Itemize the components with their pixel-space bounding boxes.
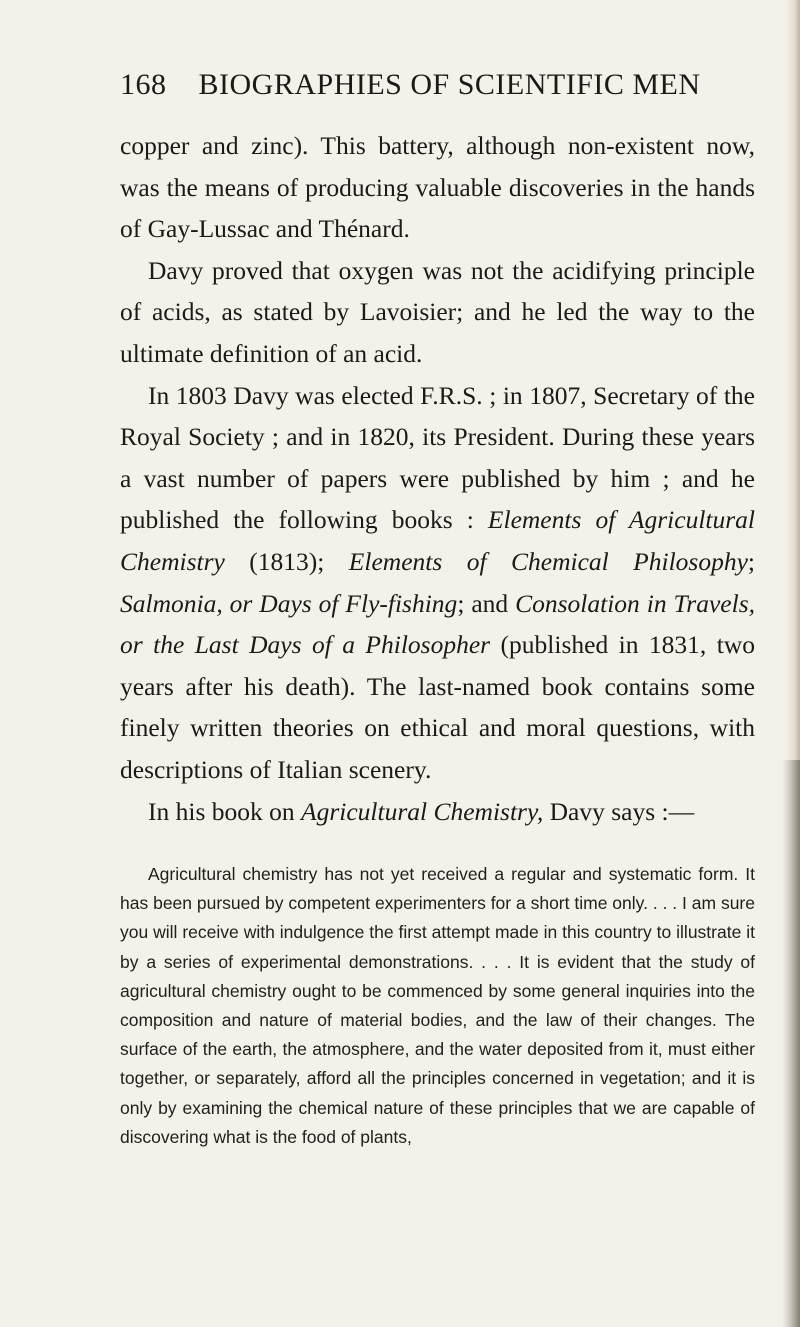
paragraph-4-text-c: Davy says :— bbox=[543, 796, 695, 826]
paragraph-3-text-i: (published in 1831, two years after his death). The last-named book contains some finely written theories on ethical and moral questions, with descriptions of Italian scenery. bbox=[120, 630, 755, 784]
paragraph-3-text-e: ; bbox=[747, 546, 755, 576]
page-header bbox=[120, 68, 701, 108]
book-title-salmonia: Salmonia, or Days of Fly-fishing bbox=[120, 588, 458, 618]
paragraph-2: Davy proved that oxygen was not the acidifying principle of acids, as stated by Lavoisier; and he led the way to the ultimate definition of an acid. bbox=[120, 255, 755, 368]
running-title: BIOGRAPHIES OF SCIENTIFIC MEN bbox=[198, 68, 701, 101]
page-number: 168 bbox=[120, 68, 167, 101]
paragraph-3-text-g: ; and bbox=[457, 588, 516, 618]
paragraph-4-text-a: In his book on bbox=[148, 796, 301, 826]
paragraph-3-text-a: In 1803 Davy was elected F.R.S. ; in 1807, Secretary of the Royal Society ; and in 1820, its President. During these years a vast number of papers were published by him ; and he published the following books : bbox=[120, 380, 755, 535]
book-title-consolation: Consolation in Travels, or the Last Days of a Philosopher bbox=[120, 588, 755, 660]
book-title-agricultural-chemistry-ref: Agricultural Chemistry, bbox=[301, 796, 544, 826]
quote-text: Agricultural chemistry has not yet received a regular and systematic form. It has been pursued by competent experimenters for a short time only. . . . I am sure you will receive with indulgence the first attempt made in this country to illustrate it by a series of experimental demonstrations. . . . It is evident that the study of agricultural chemistry ought to be commenced by some general inquiries into the composition and nature of material bodies, and the law of their changes. The surface of the earth, the atmosphere, and the water deposited from it, must either together, or separately, afford all the principles concerned in vegetation; and it is only by examining the chemical nature of these principles that we are capable of discovering what is the food of plants, bbox=[120, 864, 755, 1147]
paragraph-3 bbox=[120, 375, 755, 791]
paragraph-1: copper and zinc). This battery, although non-existent now, was the means of producing valuable discoveries in the hands of Gay-Lussac and Thénard. bbox=[120, 131, 755, 244]
book-title-agricultural-chemistry: Elements of Agricultural Chemistry bbox=[120, 505, 755, 576]
body-text bbox=[120, 125, 755, 832]
paragraph-3-text-c: (1813); bbox=[224, 546, 349, 576]
book-title-chemical-philosophy: Elements of Chemical Philosophy bbox=[348, 546, 748, 576]
page-edge-shadow-lower bbox=[782, 760, 800, 1327]
paragraph-4 bbox=[120, 791, 755, 833]
block-quote bbox=[120, 860, 755, 1152]
